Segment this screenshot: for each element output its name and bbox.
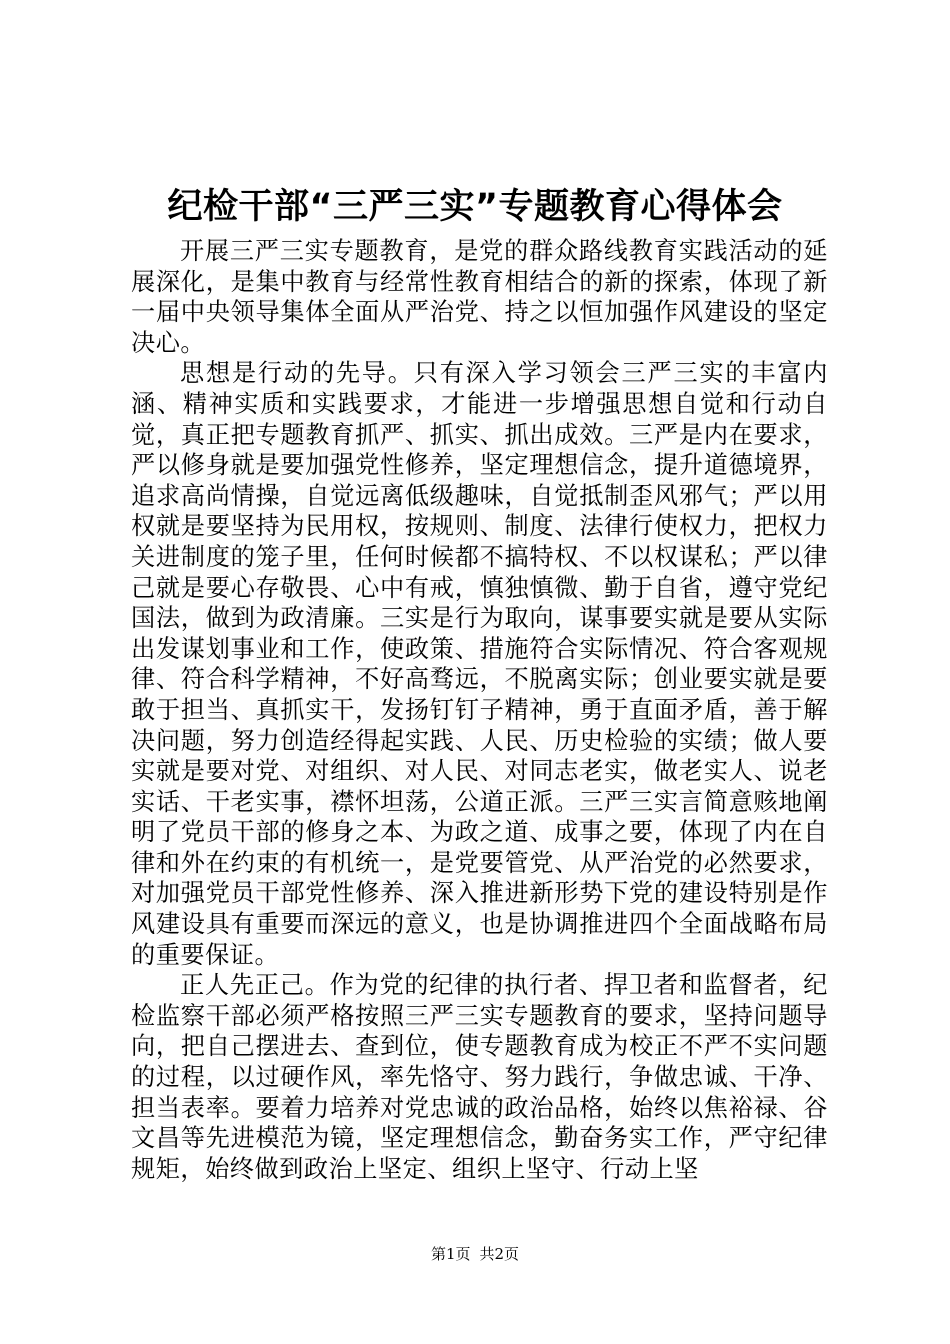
paragraph-intro: 开展三严三实专题教育，是党的群众路线教育实践活动的延展深化，是集中教育与经常性教育相结合的新的探索，体现了新一届中央领导集体全面从严治党、持之以恒加强作风建设的坚定决心。 (131, 237, 828, 357)
page-total: 共2页 (479, 1245, 520, 1263)
page-number: 第1页 (430, 1245, 471, 1263)
page-footer (0, 1244, 950, 1264)
paragraph-self-correction: 正人先正己。作为党的纪律的执行者、捍卫者和监督者，纪检监察干部必须严格按照三严三实专题教育的要求，坚持问题导向，把自己摆进去、查到位，使专题教育成为校正不严不实问题的过程，以过硬作风，率先恪守、努力践行，争做忠诚、干净、担当表率。要着力培养对党忠诚的政治品格，始终以焦裕禄、谷文昌等先进模范为镜，坚定理想信念，勤奋务实工作，严守纪律规矩，始终做到政治上坚定、组织上坚守、行动上坚 (131, 971, 828, 1183)
paragraph-thought: 思想是行动的先导。只有深入学习领会三严三实的丰富内涵、精神实质和实践要求，才能进一步增强思想自觉和行动自觉，真正把专题教育抓严、抓实、抓出成效。三严是内在要求，严以修身就是要加强党性修养，坚定理想信念，提升道德境界，追求高尚情操，自觉远离低级趣味，自觉抵制歪风邪气；严以用权就是要坚持为民用权，按规则、制度、法律行使权力，把权力关进制度的笼子里，任何时候都不搞特权、不以权谋私；严以律己就是要心存敬畏、心中有戒，慎独慎微、勤于自省，遵守党纪国法，做到为政清廉。三实是行为取向，谋事要实就是要从实际出发谋划事业和工作，使政策、措施符合实际情况、符合客观规律、符合科学精神，不好高骛远，不脱离实际；创业要实就是要敢于担当、真抓实干，发扬钉钉子精神，勇于直面矛盾，善于解决问题，努力创造经得起实践、人民、历史检验的实绩；做人要实就是要对党、对组织、对人民、对同志老实，做老实人、说老实话、干老实事，襟怀坦荡，公道正派。三严三实言简意赅地阐明了党员干部的修身之本、为政之道、成事之要，体现了内在自律和外在约束的有机统一，是党要管党、从严治党的必然要求，对加强党员干部党性修养、深入推进新形势下党的建设特别是作风建设具有重要而深远的意义，也是协调推进四个全面战略布局的重要保证。 (131, 359, 828, 969)
document-body (131, 236, 828, 1184)
document-title: 纪检干部“三严三实”专题教育心得体会 (167, 187, 783, 227)
